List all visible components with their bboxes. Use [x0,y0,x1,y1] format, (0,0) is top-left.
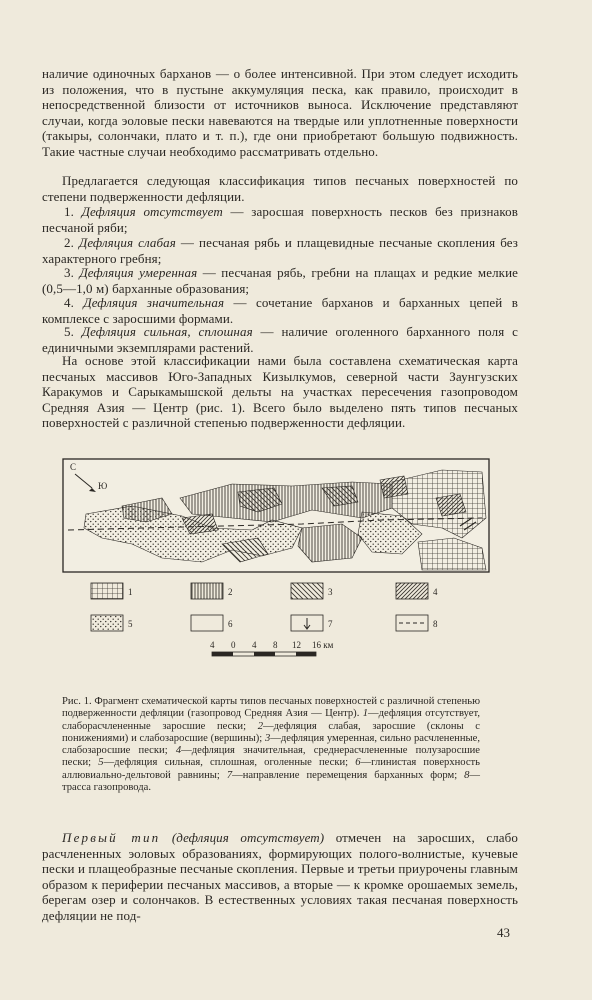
legend-item-2 [191,583,233,599]
svg-text:6: 6 [228,619,233,629]
svg-text:12: 12 [292,640,301,650]
first-type-paragraph: Первый тип (дефляция отсутствует) отмечен на заросших, слабо расчлененных эоловых образованиях, формирующих полого-волнистые, кучевые пески и плащеобразные песчаные скопления. Первые и третьи приурочены главным образом к периферии песчаных массивов, а вторые — к кромке орошаемых земель, берегам озер и солончаков. В естественных условиях такая песчаная поверхность дефляции не под- [42,830,518,923]
svg-text:4: 4 [210,640,215,650]
svg-text:5: 5 [128,619,133,629]
svg-text:0: 0 [231,640,236,650]
compass-north-label: С [70,462,77,472]
map-zone-type-4 [380,476,408,498]
page-number: 43 [497,925,510,940]
list-item: 3. Дефляция умеренная — песчаная рябь, гребни на плащах и редкие мелкие (0,5—1,0 м) барханные образования; [42,265,518,296]
svg-text:8: 8 [273,640,278,650]
svg-text:7: 7 [328,619,333,629]
svg-text:4: 4 [252,640,257,650]
list-item: 4. Дефляция значительная — сочетание барханов и барханных цепей в комплексе с заросшими формами. [42,295,518,326]
caption-head: Рис. 1. Фрагмент схематической карты типов песчаных поверхностей с различной степенью подверженности дефляции (газопровод Средняя Азия — Центр). [62,696,480,720]
intro-paragraph: наличие одиночных барханов — о более интенсивной. При этом следует исходить из положения, что в пустыне аккумуляция песка, как правило, происходит в непосредственной близости от источников выноса. Исключение представляют случаи, когда эоловые пески навеваются на твердые или уплотненные поверхности (такыры, солончаки, плато и т. п.), где они приобретают большую подвижность. Такие частные случаи необходимо рассматривать отдельно. [42,66,518,159]
legend-item-8 [396,615,438,631]
legend-item-7 [291,615,333,631]
list-item: 2. Дефляция слабая — песчаная рябь и плащевидные песчаные скопления без характерного гребня; [42,235,518,266]
svg-text:16 км: 16 км [312,640,334,650]
svg-text:3: 3 [328,587,333,597]
map-description-paragraph: На основе этой классификации нами была составлена схематическая карта песчаных массивов Юго-Западных Кизылкумов, северной части Заунгузских Каракумов и Сарыкамышской дельты на участках пересечения газопроводом Средняя Азия — Центр (рис. 1). Всего было выделено пять типов песчаных поверхностей с различной степенью подверженности дефляции. [42,353,518,431]
legend-item-5 [91,615,133,631]
legend-item-3 [291,583,333,599]
figure-caption: Рис. 1. Фрагмент схематической карты типов песчаных поверхностей с различной степенью подверженности дефляции (газопровод Средняя Азия — Центр). 1—дефляция отсутствует, слаборасчлененные заросшие пески; 2—дефляция слабая, заросшие (склоны с понижениями) и слабозаросшие (вершины); 3—дефляция умеренная, сильно расчлененные, слабозаросшие пески; 4—дефляция значительная, среднерасчлененные полузаросшие пески; 5—дефляция сильная, сплошная, оголенные пески; 6—глинистая поверхность аллювиально-дельтовой равнины; 7—направление перемещения барханных форм; 8—трасса газопровода. [62,696,481,794]
svg-text:1: 1 [128,587,133,597]
svg-text:4: 4 [433,587,438,597]
list-item: 5. Дефляция сильная, сплошная — наличие оголенного барханного поля с единичными экземплярами растений. [42,324,518,355]
scale-bar [210,640,334,656]
legend-item-1 [91,583,133,599]
compass-south-label: Ю [98,481,108,491]
figure-1 [62,458,490,680]
legend-item-6 [191,615,233,631]
list-item: 1. Дефляция отсутствует — заросшая поверхность песков без признаков песчаной ряби; [42,204,518,235]
legend-item-4 [396,583,438,599]
map-legend [91,583,438,631]
schematic-map [62,458,490,680]
classification-intro: Предлагается следующая классификация типов песчаных поверхностей по степени подверженности дефляции. [42,173,518,204]
svg-text:8: 8 [433,619,438,629]
svg-text:2: 2 [228,587,233,597]
